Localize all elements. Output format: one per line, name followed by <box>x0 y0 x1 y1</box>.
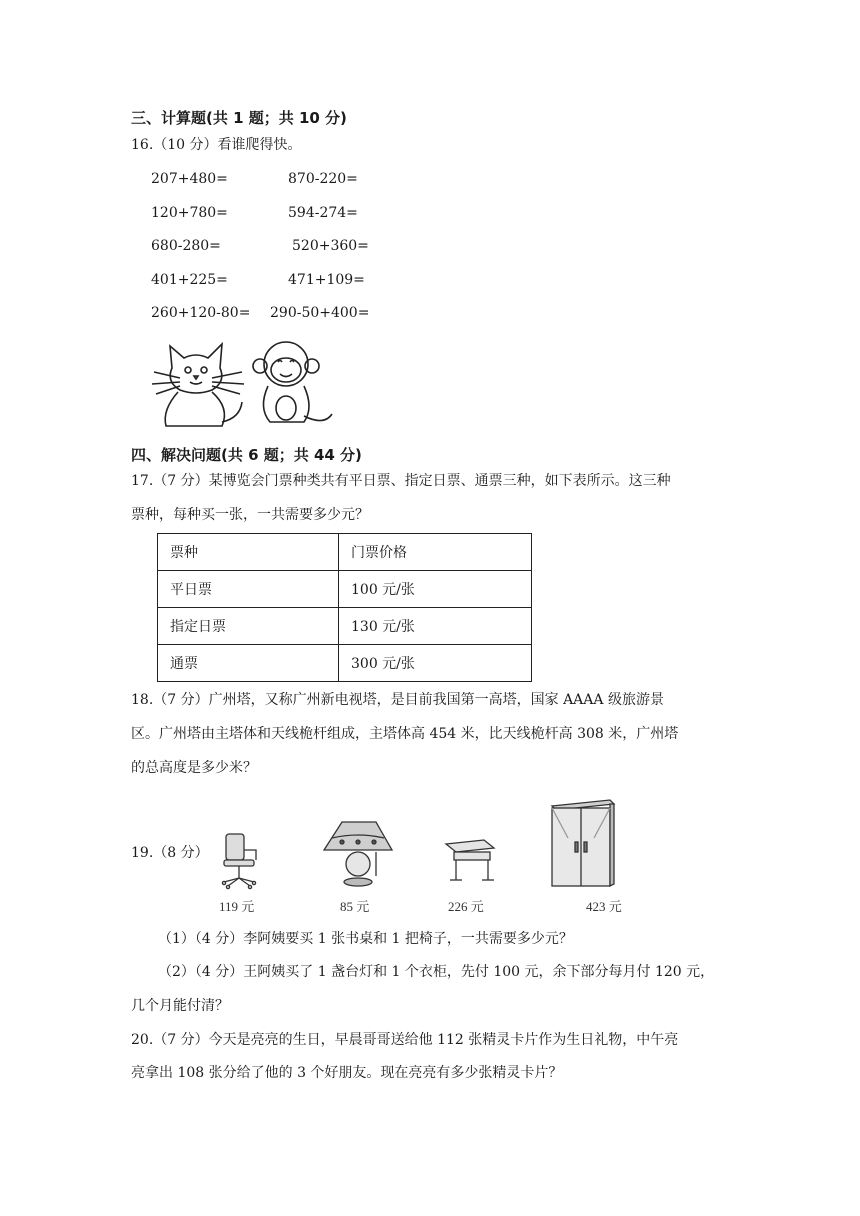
wardrobe-image <box>548 798 620 890</box>
table-cell: 100 元/张 <box>339 571 532 608</box>
table-row <box>158 645 532 682</box>
q18-line1: 18.（7 分）广州塔，又称广州新电视塔，是目前我国第一高塔，国家 AAAA 级旅游景 <box>131 692 664 708</box>
q16-left-4: 401+225= <box>151 272 228 288</box>
q16-right-1: 870-220= <box>288 171 358 187</box>
q17-line2: 票种，每种买一张，一共需要多少元？ <box>131 507 369 523</box>
table-lamp-image <box>320 818 400 888</box>
section4-heading: 四、解决问题(共 6 题；共 44 分) <box>131 446 362 464</box>
ticket-price-table <box>157 533 532 682</box>
lamp-price: 85 元 <box>340 899 370 914</box>
table-cell: 130 元/张 <box>339 608 532 645</box>
office-chair-image <box>218 832 268 892</box>
monkey-illustration <box>248 338 338 428</box>
table-cell: 300 元/张 <box>339 645 532 682</box>
table-cell: 指定日票 <box>158 608 339 645</box>
table-header-cell: 票种 <box>158 534 339 571</box>
table-row <box>158 571 532 608</box>
table-row <box>158 608 532 645</box>
desk-image <box>440 836 500 886</box>
q19-sub2-line2: 几个月能付清？ <box>131 998 229 1014</box>
q18-line2: 区。广州塔由主塔体和天线桅杆组成，主塔体高 454 米，比天线桅杆高 308 米，广州塔 <box>131 726 679 742</box>
q16-prompt: 16.（10 分）看谁爬得快。 <box>131 137 302 153</box>
q18-line3: 的总高度是多少米？ <box>131 760 257 776</box>
q16-right-5: 290-50+400= <box>270 305 370 321</box>
q20-line2: 亮拿出 108 张分给了他的 3 个好朋友。现在亮亮有多少张精灵卡片？ <box>131 1065 563 1081</box>
table-header-row <box>158 534 532 571</box>
q16-left-1: 207+480= <box>151 171 228 187</box>
q16-left-2: 120+780= <box>151 205 228 221</box>
wardrobe-price: 423 元 <box>586 899 622 914</box>
q16-left-5: 260+120-80= <box>151 305 251 321</box>
table-cell: 通票 <box>158 645 339 682</box>
q16-right-3: 520+360= <box>292 238 369 254</box>
cat-illustration <box>150 338 250 428</box>
section3-heading: 三、计算题(共 1 题；共 10 分) <box>131 109 347 127</box>
q16-right-2: 594-274= <box>288 205 358 221</box>
q16-right-4: 471+109= <box>288 272 365 288</box>
q19-sub1: （1）（4 分）李阿姨要买 1 张书桌和 1 把椅子，一共需要多少元？ <box>158 931 573 947</box>
q19-label: 19.（8 分） <box>131 845 209 861</box>
table-cell: 平日票 <box>158 571 339 608</box>
q17-line1: 17.（7 分）某博览会门票种类共有平日票、指定日票、通票三种，如下表所示。这三种 <box>131 473 671 489</box>
q20-line1: 20.（7 分）今天是亮亮的生日，早晨哥哥送给他 112 张精灵卡片作为生日礼物，中午亮 <box>131 1032 679 1048</box>
q16-left-3: 680-280= <box>151 238 221 254</box>
desk-price: 226 元 <box>448 899 484 914</box>
q19-sub2-line1: （2）（4 分）王阿姨买了 1 盏台灯和 1 个衣柜，先付 100 元，余下部分每月付 120 元， <box>158 964 715 980</box>
chair-price: 119 元 <box>219 899 255 914</box>
table-header-cell: 门票价格 <box>339 534 532 571</box>
